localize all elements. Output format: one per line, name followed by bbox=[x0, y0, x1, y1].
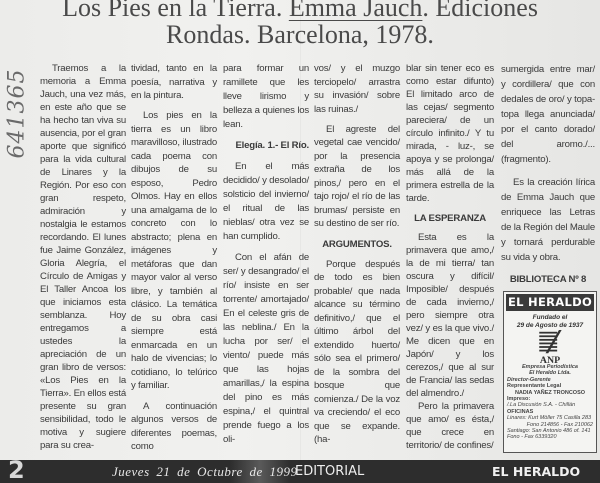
poem-stanza: blar sin tener eco es como estar difunto) El limitado arco de las cejas/ segmento pareciera/ de un círculo infinito./ Y tu mirada, - luz-, se apoya y se prolonga/ más allá de la primera estrella de la tarde. bbox=[406, 63, 494, 204]
paragraph: A continuación algunos versos de diferentes poemas, como bbox=[131, 400, 217, 452]
poem-heading-elegia: Elegía. 1.- El Río. bbox=[235, 140, 309, 151]
article-column-6 bbox=[501, 62, 595, 287]
section-name: EDITORIAL bbox=[295, 464, 365, 479]
article-title bbox=[0, 0, 600, 48]
poem-stanza: El agreste del vegetal cae vencido/ por la presencia extraña de los pinos,/ pero en el tajo rojo/ el río de las brumas/ persiste en su destino de ser río. bbox=[314, 123, 400, 230]
poem-heading-la-esperanza: LA ESPERANZA bbox=[414, 212, 486, 224]
poem-stanza: vos/ y el muzgo terciopelo/ arrastra su invasión/ sobre las ruinas./ bbox=[314, 63, 400, 115]
footer-newspaper-name: EL HERALDO bbox=[492, 464, 581, 479]
poem-stanza: En el más decidido/ y desolado/ solsticio del invierno/ el ritual de las nieblas/ otra vez se han cumplido. bbox=[223, 161, 309, 242]
paragraph: tividad, tanto en la poesía, narrativa y en la pintura. bbox=[131, 63, 217, 101]
article-column-1 bbox=[40, 62, 126, 452]
poem-stanza: Esta es la primavera que amo,/ la de mi tierra/ tan oscura y difícil/ Imposible/ después de cada invierno,/ pero siempre otra vez/ y es la que vivo./ Me dicen que en Japón/ y los cerezos,/ que al sur de Francia/ las sedas del almendro./ bbox=[406, 232, 494, 399]
director-name: NADIA YAÑEZ TRONCOSO bbox=[514, 389, 586, 396]
article-column-4 bbox=[314, 62, 400, 447]
title-author: Emma Jauch bbox=[288, 0, 423, 22]
anp-logo-icon bbox=[532, 330, 568, 364]
founded-date: Fundado el 29 de Agosto de 1937 bbox=[516, 314, 584, 329]
poem-stanza: Pero la primavera que amo/ es ésta,/ que crece en territorio/ de confines/ bbox=[406, 401, 494, 451]
poem-stanza: Porque después de todo es bien probable/ que nada alcance su término definitivo,/ que el último árbol del extendido huerto/ sólo sea el primero/ de la sombra del bosque que comienza./ De la voz va creciendo/ el eco que se expande. (ha- bbox=[314, 258, 400, 446]
handwritten-archive-number: 641365 bbox=[4, 68, 30, 159]
article-column-5 bbox=[406, 62, 494, 452]
poem-stanza: sumergida entre mar/ y cordillera/ que con dedales de oro/ y topa-topa llega anunciada/ por el canto dorado/ del aromo./... (fragmento). bbox=[501, 64, 595, 165]
paragraph: Traemos a la memoria a Emma Jauch, una vez más, en este año que se ha hecho tan viva su ausencia, por el gran aporte que significó para la vida cultural de Linares y la Región. Por eso con gran respeto, admiración y nostalgia le estamos recordando. El lunes fue Jaime González, Gloria Alegría, el Círculo de Amigas y El Taller Ancoa los que iniciamos esta semblanza. Hoy entregamos a ustedes la apreciación de un gran libro de versos: «Los Pies en la Tierra». En ellos está presente su gran sensibilidad, todo le motiva y sugiere para su crea- bbox=[40, 63, 126, 451]
anp-logo-text: ANP bbox=[539, 355, 561, 364]
title-line-1: Los Pies en la Tierra. Emma Jauch. Ediciones bbox=[0, 0, 600, 21]
title-line-2: Rondas. Barcelona, 1978. bbox=[166, 20, 434, 49]
newspaper-masthead-box: EL HERALDO Fundado el 29 de Agosto de 1937 ANP Empresa Periodística El Heraldo Ltda. Director-Gerente Representante Legal NADIA YAÑEZ TRONCOSO Impreso: /.La Discusión S.A. - Chillán OFICINAS Linares: Kurt Möller 75 Casilla 283 Fono 214856 - Fax 210062 Santiago: San Antonio 486 of. 141 Fono - Fax 6339320 bbox=[503, 291, 597, 453]
poem-stanza: Con el afán de ser/ y desangrado/ el río/ insiste en ser torrente/ amortajado/ En el celeste gris de las neblina./ En la lucha por ser/ el viento/ puede más que las hojas amarillas,/ la espina del pino es más espina,/ el quintral prende fuego a los oli- bbox=[223, 252, 309, 445]
page-number: 2 bbox=[8, 456, 25, 483]
poem-heading-argumentos: ARGUMENTOS. bbox=[322, 238, 392, 250]
article-column-3 bbox=[223, 62, 309, 447]
paragraph: Los pies en la tierra es un libro maravilloso, ilustrado cada poema con dibujos de su esposo, Pedro Olmos. Hay en ellos una amalgama de lo concreto con lo abstracto; plena en imágenes y metáforas que dan mayor valor al verso libre, y también al clásico. La temática de su obra casi siempre está enmarcada en un halo de vivencias; lo cotidiano, lo telúrico y familiar. bbox=[131, 110, 217, 392]
paragraph: Es la creación lírica de Emma Jauch que enriquece las Letras de la Región del Maule y tornará perdurable su vida y obra. bbox=[501, 176, 595, 263]
masthead-title: EL HERALDO bbox=[507, 295, 593, 309]
issue-date: Jueves 21 de Octubre de 1999 bbox=[112, 464, 298, 479]
article-column-2 bbox=[131, 62, 217, 454]
article-signature: BIBLIOTECA Nº 8 bbox=[509, 274, 587, 285]
paragraph: para formar un ramillete que les lleve lirismo y belleza a quienes los lean. bbox=[223, 63, 309, 130]
